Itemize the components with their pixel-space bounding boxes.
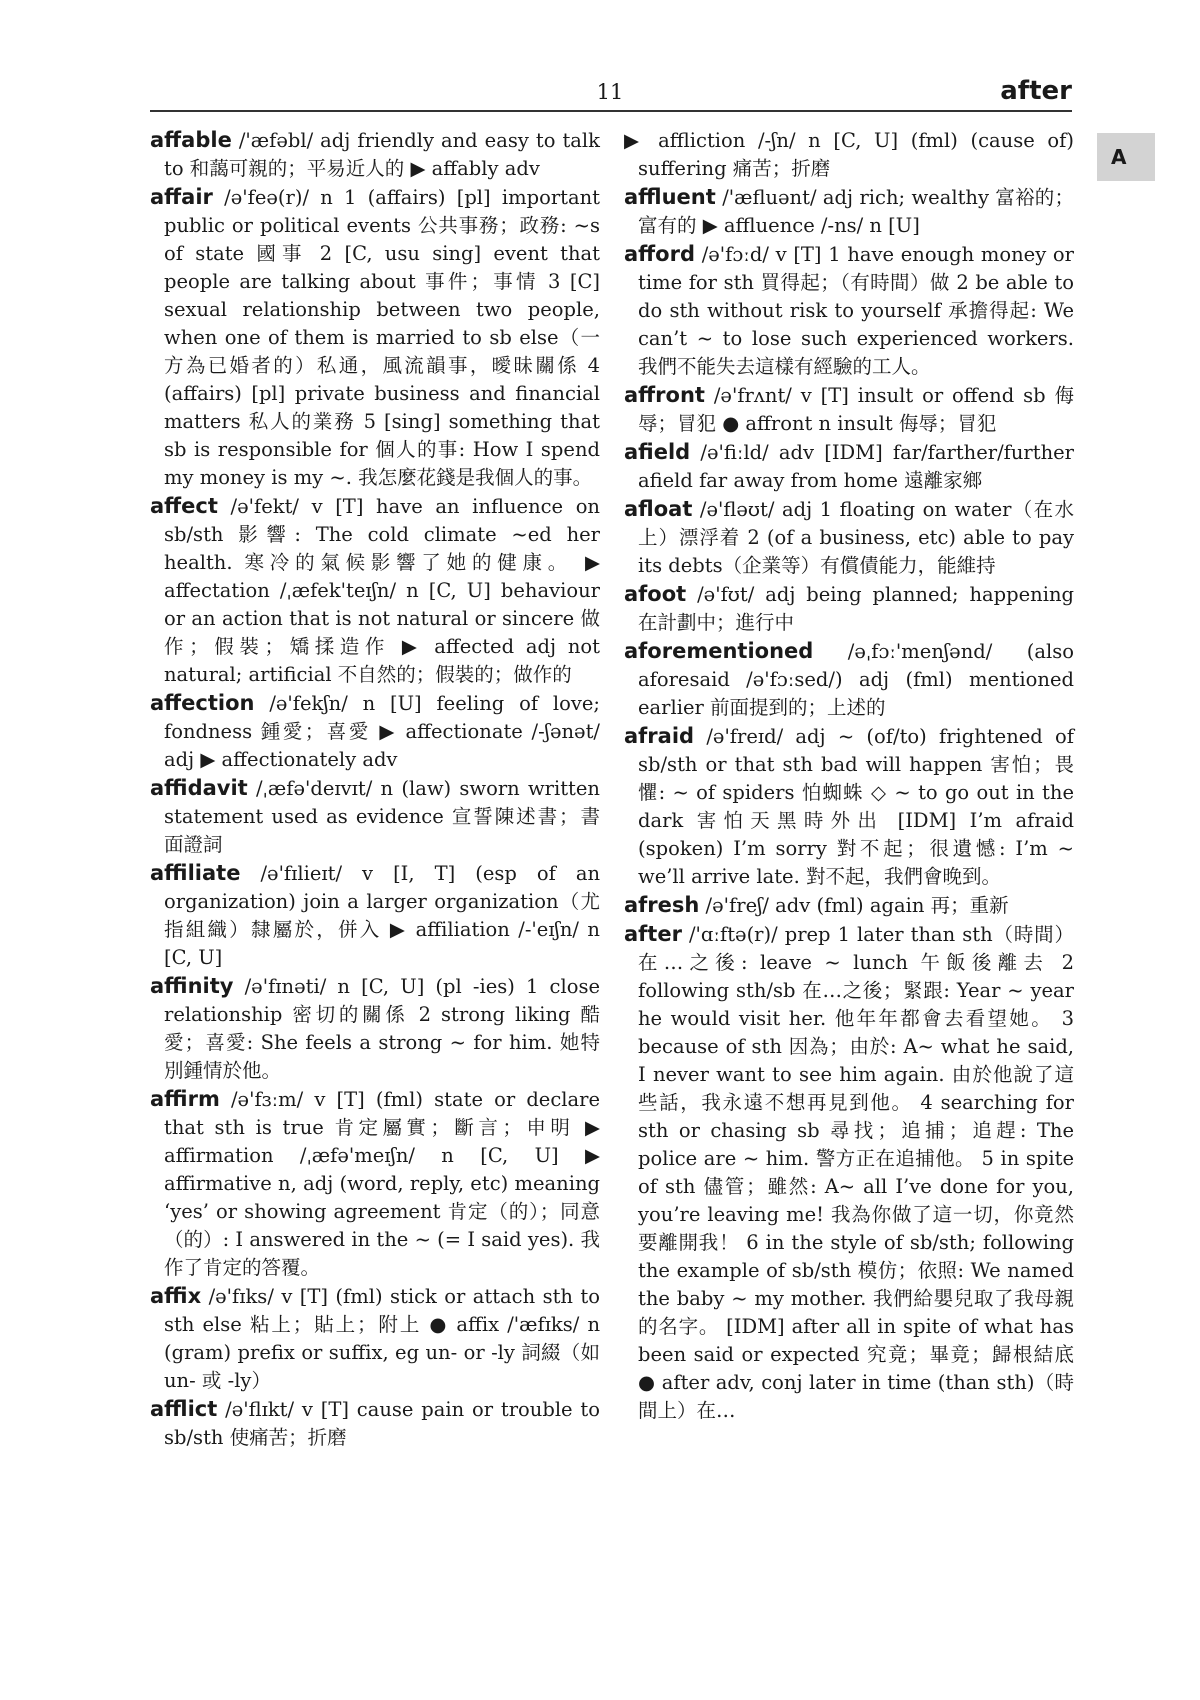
dictionary-entry [624,722,1074,891]
headword: affection [150,691,255,715]
dictionary-entry [624,438,1074,495]
entry-text: /ˌæfə'deɪvɪt/ n (law) sworn written statement used as evidence 宣誓陳述書；書面證詞 [164,777,600,856]
dictionary-entry [150,1282,600,1395]
entry-text: /ə'freʃ/ adv (fml) again 再；重新 [699,894,1009,917]
entry-text: /ə'frʌnt/ v [T] insult or offend sb 侮辱；冒犯 ● affront n insult 侮辱；冒犯 [638,384,1074,435]
headword: afflict [150,1397,218,1421]
dictionary-entry [150,774,600,859]
headword: affiliate [150,861,241,885]
dictionary-entry [624,637,1074,722]
right-column [624,126,1074,1425]
headword: affirm [150,1087,220,1111]
dictionary-entry-continued [624,126,1074,183]
entry-text: /ə'feə(r)/ n 1 (affairs) [pl] important public or political events 公共事務；政務: ~s of state 國事 2 [C, usu sing] event that people are talking about 事件；事情 3 [C] sexual relationship between two people, when one of them is married to sb else（一方為已婚者的）私通，風流韻事，曖昧關係 4 (affairs) [pl] private business and financial matters 私人的業務 5 [sing] something that sb is responsible for 個人的事: How I spend my money is my ~. 我怎麼花錢是我個人的事。 [164,186,600,489]
dictionary-entry [150,1085,600,1282]
entry-text: /ə'fekʃn/ n [U] feeling of love; fondness 鍾愛；喜愛 ▶ affectionate /-ʃənət/ adj ▶ affectionately adv [164,692,600,771]
headword: afraid [624,724,695,748]
entry-text: /ə'flɪkt/ v [T] cause pain or trouble to sb/sth 使痛苦；折磨 [164,1398,600,1449]
entry-text: /ə'fləʊt/ adj 1 floating on water（在水上）漂浮着 2 (of a business, etc) able to pay its debts（企業等）有償債能力，能維持 [638,498,1074,577]
dictionary-entry [150,492,600,689]
entry-text: /ə'fʊt/ adj being planned; happening 在計劃中；進行中 [638,583,1074,634]
entry-text: /ə'fɪnəti/ n [C, U] (pl -ies) 1 close relationship 密切的關係 2 strong liking 酷愛；喜愛: She feels a strong ~ for him. 她特別鍾情於他。 [164,975,600,1082]
entry-text: /ə'fekt/ v [T] have an influence on sb/sth 影響: The cold climate ~ed her health. 寒冷的氣候影響了她的健康。 ▶ affectation /ˌæfek'teɪʃn/ n [C, U] behaviour or an action that is not natural or sincere 做作；假裝；矯揉造作 ▶ affected adj not natural; artificial 不自然的；假裝的；做作的 [164,495,600,686]
headword: afloat [624,497,693,521]
entry-text: /ə'fɜːm/ v [T] (fml) state or declare that sth is true 肯定屬實；斷言；申明 ▶ affirmation /ˌæfə'meɪʃn/ n [C, U] ▶ affirmative n, adj (word, reply, etc) meaning ‘yes’ or showing agreement 肯定（的）；同意（的）: I answered in the ~ (= I said yes). 我作了肯定的答覆。 [164,1088,600,1279]
headword: affect [150,494,218,518]
headword: affidavit [150,776,248,800]
entry-text: /ə'freɪd/ adj ~ (of/to) frightened of sb/sth or that sth bad will happen 害怕；畏懼: ~ of spiders 怕蜘蛛 ◇ ~ to go out in the dark 害怕天黑時外出 [IDM] I’m afraid (spoken) I’m sorry 對不起；很遺憾: I’m ~ we’ll arrive late. 對不起，我們會晚到。 [638,725,1074,888]
dictionary-entry [624,920,1074,1425]
headword: affinity [150,974,234,998]
dictionary-entry [150,689,600,774]
entry-text: /ə'fɪlieɪt/ v [I, T] (esp of an organization) join a larger organization（尤指組織）隸屬於，併入 ▶ affiliation /-'eɪʃn/ n [C, U] [164,862,600,969]
headword: affix [150,1284,202,1308]
dictionary-entry [150,1395,600,1452]
entry-text: /'æfluənt/ adj rich; wealthy 富裕的；富有的 ▶ affluence /-ns/ n [U] [638,186,1074,237]
headword: afresh [624,893,700,917]
entry-text: /ə'fɪks/ v [T] (fml) stick or attach sth to sth else 粘上；貼上；附上 ● affix /'æfɪks/ n (gram) prefix or suffix, eg un- or -ly 詞綴（如 un- 或 -ly） [164,1285,600,1392]
dictionary-entry [624,891,1074,920]
headword: aforementioned [624,639,814,663]
dictionary-entry [624,381,1074,438]
entry-text: /'ɑːftə(r)/ prep 1 later than sth（時間）在…之後: leave ~ lunch 午飯後離去 2 following sth/sb 在…之後；緊跟: Year ~ year he would visit her. 他年年都會去看望她。 3 because of sth 因為；由於: A~ what he said, I never want to see him again. 由於他說了這些話，我永遠不想再見到他。 4 searching for sth or chasing sb 尋找；追捕；追趕: The police are ~ him. 警方正在追捕他。 5 in spite of sth 儘管；雖然: A~ all I’ve done for you, you’re leaving me! 我為你做了這一切，你竟然要離開我！ 6 in the style of sb/sth; following the example of sb/sth 模仿；依照: We named the baby ~ my mother. 我們給嬰兒取了我母親的名字。 [IDM] after all in spite of what has been said or expected 究竟；畢竟；歸根結底 ● after adv, conj later in time (than sth)（時間上）在… [638,923,1074,1422]
entry-text: /ə'fiːld/ adv [IDM] far/farther/further afield far away from home 遠離家鄉 [638,441,1074,492]
running-head: after [1000,76,1072,106]
entry-text: ▶ affliction /-ʃn/ n [C, U] (fml) (cause of) suffering 痛苦；折磨 [624,129,1074,180]
page-number: 11 [596,80,624,104]
entry-text: /'æfəbl/ adj friendly and easy to talk to 和藹可親的；平易近人的 ▶ affably adv [164,129,600,180]
left-column [150,126,600,1452]
headword: affluent [624,185,716,209]
dictionary-entry [150,183,600,492]
dictionary-entry [624,240,1074,381]
headword: afoot [624,582,687,606]
dictionary-entry [150,126,600,183]
headword: affair [150,185,213,209]
headword: affront [624,383,705,407]
headword: affable [150,128,232,152]
thumb-index-tab: A [1097,133,1155,181]
entry-text: /əˌfɔː'menʃənd/ (also aforesaid /ə'fɔːsed/) adj (fml) mentioned earlier 前面提到的；上述的 [638,640,1074,719]
dictionary-entry [624,183,1074,240]
headword: afield [624,440,691,464]
dictionary-entry [624,580,1074,637]
dictionary-entry [150,859,600,972]
headword: afford [624,242,695,266]
header-rule [150,110,1072,112]
headword: after [624,922,682,946]
dictionary-entry [150,972,600,1085]
entry-text: /ə'fɔːd/ v [T] 1 have enough money or time for sth 買得起；（有時間）做 2 be able to do sth without risk to yourself 承擔得起: We can’t ~ to lose such experienced workers. 我們不能失去這樣有經驗的工人。 [638,243,1074,378]
dictionary-entry [624,495,1074,580]
